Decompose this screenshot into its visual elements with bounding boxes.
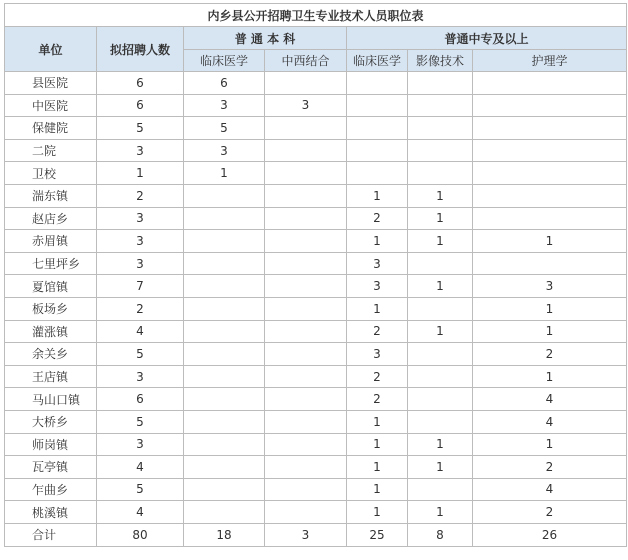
table-row bbox=[5, 275, 627, 298]
table-row bbox=[5, 94, 627, 117]
cell-secondary-imaging bbox=[408, 410, 473, 433]
cell-unit-name: 湍东镇 bbox=[5, 184, 97, 207]
cell-bachelor-integrated bbox=[265, 433, 347, 456]
header-secondary-clinical: 临床医学 bbox=[347, 50, 408, 72]
cell-bachelor-clinical bbox=[184, 207, 265, 230]
cell-secondary-imaging bbox=[408, 478, 473, 501]
table-row bbox=[5, 320, 627, 343]
cell-secondary-clinical bbox=[347, 117, 408, 140]
total-planned-count: 80 bbox=[97, 523, 184, 546]
cell-bachelor-integrated bbox=[265, 320, 347, 343]
cell-bachelor-clinical bbox=[184, 388, 265, 411]
table-row bbox=[5, 365, 627, 388]
table-row bbox=[5, 207, 627, 230]
cell-secondary-imaging: 1 bbox=[408, 501, 473, 524]
cell-bachelor-clinical bbox=[184, 297, 265, 320]
cell-bachelor-clinical bbox=[184, 410, 265, 433]
cell-secondary-clinical: 2 bbox=[347, 207, 408, 230]
cell-planned-count: 5 bbox=[97, 478, 184, 501]
cell-planned-count: 6 bbox=[97, 72, 184, 95]
cell-bachelor-clinical: 6 bbox=[184, 72, 265, 95]
cell-unit-name: 王店镇 bbox=[5, 365, 97, 388]
cell-secondary-nursing bbox=[473, 162, 627, 185]
table-title: 内乡县公开招聘卫生专业技术人员职位表 bbox=[5, 4, 627, 27]
header-bachelor-clinical: 临床医学 bbox=[184, 50, 265, 72]
cell-secondary-imaging: 1 bbox=[408, 433, 473, 456]
cell-planned-count: 7 bbox=[97, 275, 184, 298]
cell-unit-name: 赤眉镇 bbox=[5, 230, 97, 253]
header-secondary-nursing: 护理学 bbox=[473, 50, 627, 72]
cell-bachelor-clinical bbox=[184, 275, 265, 298]
cell-secondary-nursing bbox=[473, 117, 627, 140]
cell-secondary-clinical: 3 bbox=[347, 343, 408, 366]
cell-planned-count: 4 bbox=[97, 501, 184, 524]
cell-unit-name: 二院 bbox=[5, 139, 97, 162]
cell-bachelor-clinical bbox=[184, 320, 265, 343]
cell-bachelor-clinical bbox=[184, 252, 265, 275]
cell-secondary-imaging bbox=[408, 365, 473, 388]
cell-bachelor-clinical bbox=[184, 501, 265, 524]
cell-secondary-imaging bbox=[408, 117, 473, 140]
cell-bachelor-integrated bbox=[265, 252, 347, 275]
cell-secondary-clinical: 2 bbox=[347, 365, 408, 388]
cell-secondary-nursing: 4 bbox=[473, 388, 627, 411]
total-secondary-nursing: 26 bbox=[473, 523, 627, 546]
cell-bachelor-integrated bbox=[265, 230, 347, 253]
cell-bachelor-integrated bbox=[265, 388, 347, 411]
cell-secondary-nursing bbox=[473, 252, 627, 275]
cell-bachelor-clinical bbox=[184, 365, 265, 388]
table-row bbox=[5, 343, 627, 366]
header-group-bachelor: 普 通 本 科 bbox=[184, 27, 347, 50]
table-row bbox=[5, 456, 627, 479]
cell-secondary-clinical: 3 bbox=[347, 275, 408, 298]
cell-unit-name: 中医院 bbox=[5, 94, 97, 117]
cell-planned-count: 6 bbox=[97, 94, 184, 117]
cell-secondary-nursing bbox=[473, 94, 627, 117]
cell-unit-name: 卫校 bbox=[5, 162, 97, 185]
cell-secondary-imaging bbox=[408, 343, 473, 366]
table-row bbox=[5, 501, 627, 524]
cell-bachelor-integrated bbox=[265, 343, 347, 366]
cell-secondary-clinical: 1 bbox=[347, 478, 408, 501]
cell-unit-name: 灌涨镇 bbox=[5, 320, 97, 343]
cell-secondary-nursing: 1 bbox=[473, 365, 627, 388]
cell-secondary-nursing: 1 bbox=[473, 230, 627, 253]
cell-unit-name: 马山口镇 bbox=[5, 388, 97, 411]
header-secondary-imaging: 影像技术 bbox=[408, 50, 473, 72]
cell-secondary-nursing: 3 bbox=[473, 275, 627, 298]
cell-planned-count: 3 bbox=[97, 230, 184, 253]
cell-secondary-clinical: 1 bbox=[347, 230, 408, 253]
cell-planned-count: 6 bbox=[97, 388, 184, 411]
header-unit: 单位 bbox=[5, 27, 97, 72]
cell-unit-name: 桃溪镇 bbox=[5, 501, 97, 524]
cell-secondary-clinical: 2 bbox=[347, 388, 408, 411]
cell-bachelor-clinical bbox=[184, 230, 265, 253]
cell-bachelor-clinical bbox=[184, 478, 265, 501]
cell-secondary-clinical: 1 bbox=[347, 433, 408, 456]
header-bachelor-integrated: 中西结合 bbox=[265, 50, 347, 72]
cell-bachelor-integrated bbox=[265, 184, 347, 207]
table-row bbox=[5, 72, 627, 95]
cell-secondary-imaging bbox=[408, 388, 473, 411]
cell-unit-name: 余关乡 bbox=[5, 343, 97, 366]
cell-bachelor-integrated bbox=[265, 207, 347, 230]
cell-secondary-imaging: 1 bbox=[408, 230, 473, 253]
cell-secondary-imaging bbox=[408, 94, 473, 117]
cell-secondary-clinical bbox=[347, 94, 408, 117]
table-row bbox=[5, 388, 627, 411]
cell-bachelor-integrated bbox=[265, 139, 347, 162]
header-planned-count: 拟招聘人数 bbox=[97, 27, 184, 72]
position-table-wrapper bbox=[4, 3, 627, 547]
cell-secondary-nursing bbox=[473, 72, 627, 95]
cell-secondary-nursing: 2 bbox=[473, 343, 627, 366]
table-row bbox=[5, 162, 627, 185]
cell-bachelor-clinical: 3 bbox=[184, 94, 265, 117]
cell-unit-name: 保健院 bbox=[5, 117, 97, 140]
cell-bachelor-integrated bbox=[265, 297, 347, 320]
cell-secondary-imaging: 1 bbox=[408, 456, 473, 479]
cell-unit-name: 乍曲乡 bbox=[5, 478, 97, 501]
cell-secondary-nursing: 1 bbox=[473, 433, 627, 456]
cell-secondary-imaging: 1 bbox=[408, 184, 473, 207]
cell-secondary-clinical: 1 bbox=[347, 456, 408, 479]
table-row bbox=[5, 410, 627, 433]
cell-planned-count: 5 bbox=[97, 117, 184, 140]
cell-secondary-nursing bbox=[473, 184, 627, 207]
total-bachelor-clinical: 18 bbox=[184, 523, 265, 546]
cell-secondary-clinical: 2 bbox=[347, 320, 408, 343]
cell-secondary-imaging bbox=[408, 139, 473, 162]
cell-planned-count: 4 bbox=[97, 456, 184, 479]
cell-secondary-clinical bbox=[347, 139, 408, 162]
cell-secondary-nursing: 1 bbox=[473, 320, 627, 343]
cell-secondary-clinical bbox=[347, 162, 408, 185]
cell-unit-name: 师岗镇 bbox=[5, 433, 97, 456]
cell-secondary-clinical: 1 bbox=[347, 410, 408, 433]
table-row bbox=[5, 230, 627, 253]
cell-secondary-imaging: 1 bbox=[408, 275, 473, 298]
cell-secondary-imaging: 1 bbox=[408, 320, 473, 343]
cell-unit-name: 七里坪乡 bbox=[5, 252, 97, 275]
cell-bachelor-integrated bbox=[265, 365, 347, 388]
cell-planned-count: 5 bbox=[97, 343, 184, 366]
cell-secondary-imaging bbox=[408, 297, 473, 320]
cell-bachelor-integrated bbox=[265, 275, 347, 298]
cell-bachelor-integrated bbox=[265, 456, 347, 479]
cell-bachelor-clinical bbox=[184, 456, 265, 479]
cell-bachelor-integrated bbox=[265, 501, 347, 524]
cell-bachelor-integrated bbox=[265, 72, 347, 95]
cell-planned-count: 3 bbox=[97, 365, 184, 388]
cell-bachelor-clinical: 1 bbox=[184, 162, 265, 185]
total-bachelor-integrated: 3 bbox=[265, 523, 347, 546]
total-secondary-imaging: 8 bbox=[408, 523, 473, 546]
cell-secondary-nursing bbox=[473, 207, 627, 230]
cell-bachelor-clinical bbox=[184, 184, 265, 207]
cell-planned-count: 3 bbox=[97, 207, 184, 230]
cell-secondary-clinical: 1 bbox=[347, 184, 408, 207]
cell-planned-count: 4 bbox=[97, 320, 184, 343]
cell-secondary-imaging bbox=[408, 252, 473, 275]
total-row bbox=[5, 523, 627, 546]
cell-unit-name: 大桥乡 bbox=[5, 410, 97, 433]
cell-secondary-clinical: 1 bbox=[347, 501, 408, 524]
cell-bachelor-clinical: 5 bbox=[184, 117, 265, 140]
total-secondary-clinical: 25 bbox=[347, 523, 408, 546]
cell-bachelor-clinical bbox=[184, 433, 265, 456]
cell-secondary-clinical: 3 bbox=[347, 252, 408, 275]
cell-unit-name: 赵店乡 bbox=[5, 207, 97, 230]
cell-secondary-imaging: 1 bbox=[408, 207, 473, 230]
cell-unit-name: 瓦亭镇 bbox=[5, 456, 97, 479]
cell-planned-count: 2 bbox=[97, 184, 184, 207]
cell-secondary-nursing: 2 bbox=[473, 456, 627, 479]
table-row bbox=[5, 139, 627, 162]
cell-unit-name: 夏馆镇 bbox=[5, 275, 97, 298]
cell-planned-count: 3 bbox=[97, 139, 184, 162]
table-row bbox=[5, 433, 627, 456]
table-row bbox=[5, 184, 627, 207]
cell-bachelor-integrated bbox=[265, 410, 347, 433]
table-row bbox=[5, 478, 627, 501]
cell-secondary-clinical bbox=[347, 72, 408, 95]
cell-bachelor-integrated bbox=[265, 117, 347, 140]
cell-secondary-nursing bbox=[473, 139, 627, 162]
cell-planned-count: 1 bbox=[97, 162, 184, 185]
cell-secondary-nursing: 4 bbox=[473, 410, 627, 433]
cell-bachelor-integrated bbox=[265, 162, 347, 185]
position-table bbox=[4, 3, 627, 547]
cell-secondary-imaging bbox=[408, 72, 473, 95]
cell-planned-count: 2 bbox=[97, 297, 184, 320]
cell-bachelor-clinical bbox=[184, 343, 265, 366]
header-group-secondary: 普通中专及以上 bbox=[347, 27, 627, 50]
cell-secondary-nursing: 4 bbox=[473, 478, 627, 501]
cell-unit-name: 县医院 bbox=[5, 72, 97, 95]
cell-planned-count: 5 bbox=[97, 410, 184, 433]
table-row bbox=[5, 117, 627, 140]
cell-bachelor-integrated bbox=[265, 478, 347, 501]
cell-planned-count: 3 bbox=[97, 433, 184, 456]
cell-secondary-imaging bbox=[408, 162, 473, 185]
cell-unit-name: 板场乡 bbox=[5, 297, 97, 320]
cell-secondary-nursing: 2 bbox=[473, 501, 627, 524]
total-unit-name: 合计 bbox=[5, 523, 97, 546]
table-row bbox=[5, 297, 627, 320]
cell-secondary-nursing: 1 bbox=[473, 297, 627, 320]
cell-planned-count: 3 bbox=[97, 252, 184, 275]
table-row bbox=[5, 252, 627, 275]
cell-bachelor-integrated: 3 bbox=[265, 94, 347, 117]
cell-bachelor-clinical: 3 bbox=[184, 139, 265, 162]
cell-secondary-clinical: 1 bbox=[347, 297, 408, 320]
